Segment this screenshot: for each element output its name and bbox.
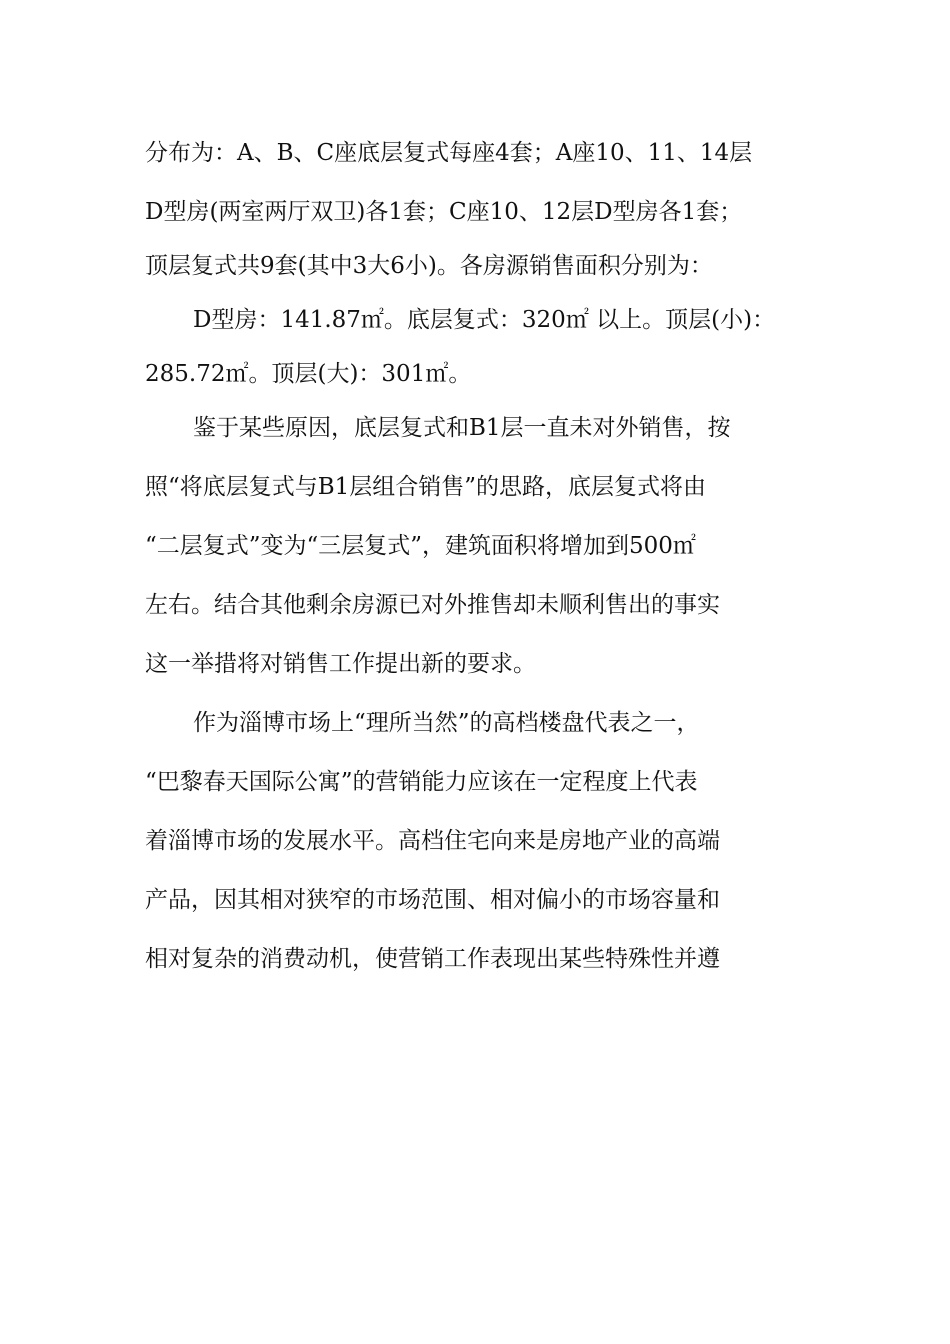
body-text: [145, 124, 810, 989]
text-line-11: 作为淄博市场上“理所当然”的高档楼盘代表之一，: [193, 710, 700, 736]
text-line-12: “巴黎春天国际公寓”的营销能力应该在一定程度上代表: [145, 769, 698, 795]
text-line-13: 着淄博市场的发展水平。高档住宅向来是房地产业的高端: [145, 828, 720, 854]
text-line-4: D型房：141.87㎡。底层复式：320㎡ 以上。顶层(小)：: [193, 307, 776, 333]
text-line-5: 285.72㎡。顶层(大)：301㎡。: [145, 361, 472, 387]
text-line-14: 产品，因其相对狭窄的市场范围、相对偏小的市场容量和: [145, 887, 720, 913]
text-line-8: “二层复式”变为“三层复式”，建筑面积将增加到500㎡: [145, 533, 696, 559]
text-line-10: 这一举措将对销售工作提出新的要求。: [145, 651, 536, 677]
text-line-9: 左右。结合其他剩余房源已对外推售却未顺利售出的事实: [145, 592, 720, 618]
text-line-3: 顶层复式共9套(其中3大6小)。各房源销售面积分别为：: [145, 253, 713, 279]
text-line-1: 分布为：A、B、C座底层复式每座4套；A座10、11、14层: [145, 140, 753, 166]
text-line-15: 相对复杂的消费动机，使营销工作表现出某些特殊性并遵: [145, 946, 720, 972]
text-line-2: D型房(两室两厅双卫)各1套；C座10、12层D型房各1套；: [145, 199, 743, 225]
text-line-6: 鉴于某些原因，底层复式和B1层一直未对外销售，按: [193, 415, 731, 441]
text-line-7: 照“将底层复式与B1层组合销售”的思路，底层复式将由: [145, 474, 707, 500]
